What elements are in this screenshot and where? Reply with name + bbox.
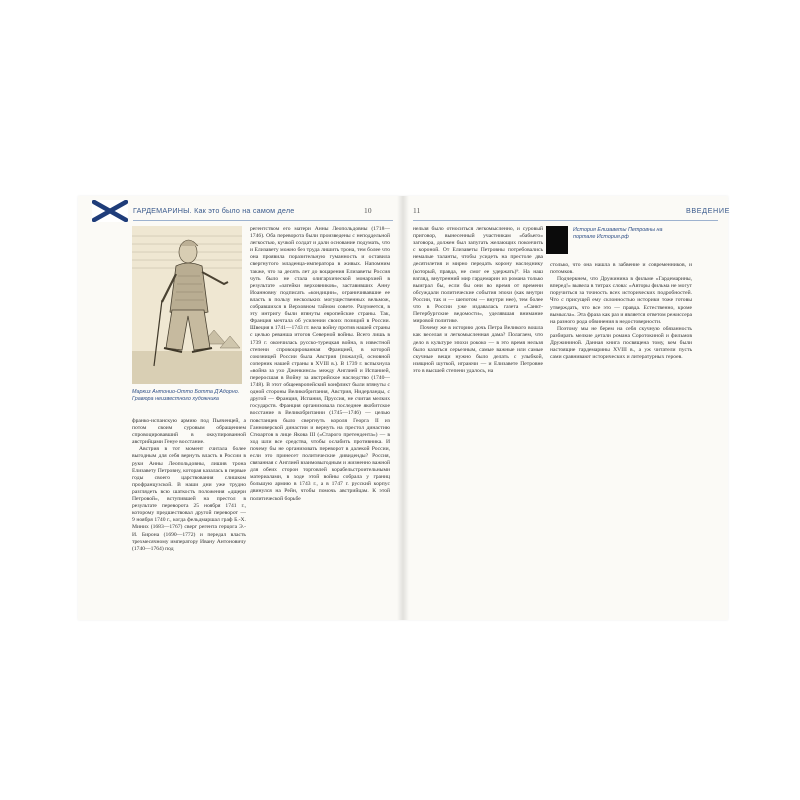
engraving-portrait (132, 226, 242, 384)
left-page (78, 196, 403, 620)
right-page (403, 196, 728, 620)
book-spread (78, 196, 728, 620)
paragraph: Австрия в тот момент считала более выгодным для себя вернуть власть в России в руки Анны Леопольдовны, лишив трона Елизавету Петровну, которая казалась в первые годы своего царствования слишком профранцузской. В наши дни уже трудно разглядеть всю шаткость положения «дщери Петровой», вступившей на престол в результате переворота 25 ноября 1741 г., которому предшествовал другой переворот — 9 ноября 1740 г., когда фельдмаршал граф Б.-Х. Миних (1683—1767) сверг регента герцога Э.-И. Бирона (1690—1772) и передал власть трехмесячному императору Ивану Антоновичу (1740—1764) под (132, 446, 246, 552)
text-column-4 (550, 262, 692, 361)
paragraph: столько, что она нашла в забвение и современников, и потомков. (550, 262, 692, 276)
header-rule (413, 220, 718, 221)
image-caption: Маркиз Антонио-Отто Ботта Д'Адорно. Гравюра неизвестного художника (132, 389, 240, 402)
page-number: 10 (364, 206, 372, 215)
running-title: ГАРДЕМАРИНЫ. Как это было на самом деле (133, 206, 295, 215)
header-rule (133, 220, 393, 221)
text-column-1 (132, 418, 246, 553)
qr-code-image (546, 226, 568, 254)
st-andrew-flag-icon (92, 200, 128, 222)
page-number: 11 (413, 206, 421, 215)
text-column-3 (413, 226, 543, 375)
paragraph: нельзя было относиться легкомысленно, и суровый приговор, вынесенный участникам «бабьего» заговора, должен был запугать желающих покончить с короной. От Елизаветы Петровны потребовались немалые таланты, чтобы усидеть на престоле два десятилетия и мирно передать корону наследнику (который, правда, не смог ее удержать)⁹. На наш взгляд, внутренний мир гардемарин из романа только выиграл бы, если бы они во время от времени обсуждали политические события эпохи (как внутри России, так и — шепотом — внутри нее), тем более что в России уже издавалась газета «Санкт-Петербургские ведомости», уделявшая внимание мировой политике. (413, 226, 543, 325)
running-title: ВВЕДЕНИЕ (686, 206, 730, 215)
book-gutter (397, 196, 409, 620)
paragraph: франко-испанскую армию под Пьяченцей, а потом своим суровым обращением спровоцировавший в оккупированной австрийцами Генуе восстание. (132, 418, 246, 446)
paragraph: Подчеркнем, что Дружинина в фильме «Гардемарины, вперед!» вывела в титрах слова: «Авторы фильма не могут поручиться за точность всех исторических подробностей. Что с присущей ему склонностью историки тоже готовы утверждать, что все это — правда. Естественно, кроме вымысла». Эта фраза как раз и является ответом режиссера на разного рода обвинения в недостоверности. (550, 276, 692, 325)
paragraph: Почему же в историю дочь Петра Великого вошла как веселая и легкомысленная дама? Полагаем, что дело в культуре эпохи рококо — в это время нельзя было казаться серьезным, самые важные или самые скучные вещи нужно было делать с улыбкой, изящной шуткой, играючи — и Елизавете Петровне это в высшей степени удалось, на (413, 325, 543, 374)
paragraph: Поэтому мы не берем на себя скучную обязанность разбирать мелкие детали романа Соротокиной и фильмов Дружининой. Данная книга посвящена тому, кем были настоящие гардемарины XVIII в., а уж читатели пусть сами сравнивают исторических и литературных героев. (550, 325, 692, 361)
paragraph: регентством его матери Анны Леопольдовны (1718—1746). Оба переворота были произведены с неподдельной легкостью, кучкой солдат и дали основание подумать, что и Елизавету можно без труда лишить трона, тем более что она проявила поразительную гуманность и оставила свергнутого младенца-императора в живых. Напомним также, что за десять лет до воцарения Елизаветы Россия чуть было не стала олигархической монархией в результате «затейки верховников», заставивших Анну Иоанновну подписать «кондиции», ограничивавшие ее власть в пользу нескольких могущественных вельмож, собравшихся в Верховном тайном совете. Разумеется, в эту интригу были втянуты европейские страны. Так, Франция мечтала об усилении своих позиций в России. Швеция в 1741—1743 гг. вела войну против нашей страны с целью реванша итогов Северной войны. Всего лишь в 1739 г. окончилась русско-турецкая война, в известной степени спровоцированная Францией, в которой союзницей России была Австрия (пожалуй, основной соперник нашей страны в XVIII в.). В 1739 г. вспыхнула «война за ухо Дженкинса» между Англией и Испанией, переросшая в Войну за австрийское наследство (1740—1748). В этот общеевропейский конфликт были втянуты с одной стороны Великобритания, Австрия, Нидерланды, с другой — Франция, Испания, Пруссия, не считая мелких государств. Франция организовала последнее якобитское восстание в Великобритании (1745—1746) — целью повстанцев было свергнуть короля Георга II из Ганноверской династии и вернуть на престол династию Стюартов в лице Якова III («Старого претендента») — в ход шли все средства, чтобы ослабить противника. И почему бы не организовать переворот в далекой России, если это принесет политические дивиденды? Россия, связанная с Англией взаимовыгодным и жизненно важной для обеих сторон торговлей корабельстроительными материалами, в ходе этой войны собрала у границ большую армию в 1743 г., а в 1747 г. русский корпус двинулся на Рейн, чтобы помочь австрийцам. К этой политической борьбе (250, 226, 390, 502)
image-caption: История Елизаветы Петровны на портале История.рф (573, 227, 663, 240)
text-column-2 (250, 226, 390, 503)
